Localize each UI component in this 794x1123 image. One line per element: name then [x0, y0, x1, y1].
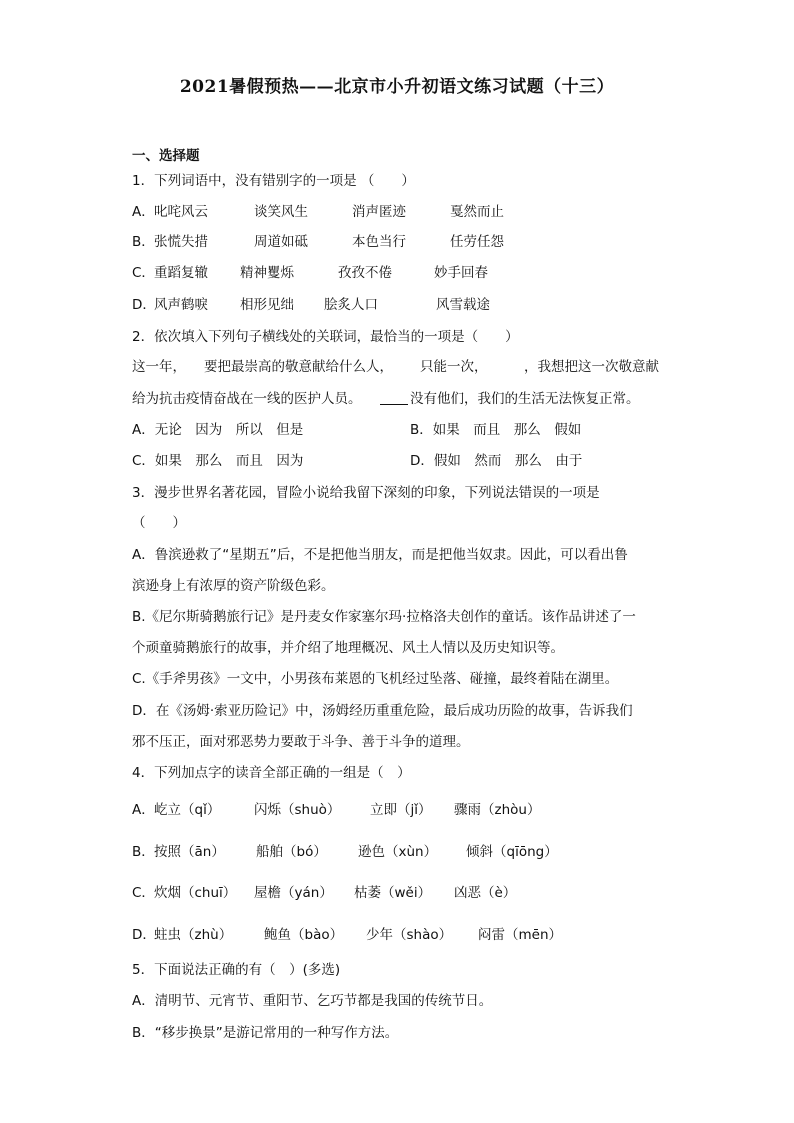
- question-4-stem: 4．下列加点字的读音全部正确的一组是（ ）: [132, 765, 411, 781]
- option-label: D．: [132, 927, 156, 943]
- pinyin-item: 凶恶（è）: [454, 885, 517, 901]
- option-word: 妙手回春: [434, 265, 488, 281]
- pinyin-item: 屹立（qǐ）: [154, 802, 221, 818]
- option-word: 张慌失措: [154, 234, 208, 250]
- option-c: C．如果 那么 而且 因为: [132, 453, 304, 469]
- q3-option-a-line-1: A．鲁滨逊救了“星期五”后，不是把他当朋友，而是把他当奴隶。因此，可以看出鲁: [132, 547, 628, 563]
- option-word: 任劳任怨: [450, 234, 504, 250]
- option-a: A．无论 因为 所以 但是: [132, 422, 304, 438]
- option-label: B．: [132, 844, 155, 860]
- pinyin-item: 闷雷（mēn）: [478, 927, 563, 943]
- pinyin-item: 逊色（xùn）: [358, 844, 438, 860]
- section-heading: 一、选择题: [132, 148, 200, 164]
- option-word: 周道如砥: [254, 234, 308, 250]
- option-word: 脍炙人口: [324, 297, 378, 313]
- option-word: 孜孜不倦: [338, 265, 392, 281]
- pinyin-item: 立即（jǐ）: [370, 802, 432, 818]
- pinyin-item: 闪烁（shuò）: [254, 802, 341, 818]
- question-1-stem: 1．下列词语中，没有错别字的一项是 （ ）: [132, 173, 415, 189]
- question-5-stem: 5．下面说法正确的有（ ）(多选): [132, 962, 341, 978]
- option-word: 精神矍烁: [240, 265, 294, 281]
- option-word: 谈笑风生: [254, 204, 308, 220]
- option-b: B．如果 而且 那么 假如: [410, 422, 582, 438]
- q3-option-d-line-2: 邪不压正，面对邪恶势力要敢于斗争、善于斗争的道理。: [132, 734, 470, 750]
- question-2-stem: 2．依次填入下列句子横线处的关联词，最恰当的一项是（ ）: [132, 329, 519, 345]
- option-word: 风雪载途: [436, 297, 490, 313]
- q3-option-b-line-2: 个顽童骑鹅旅行的故事，并介绍了地理概况、风土人情以及历史知识等。: [132, 640, 564, 656]
- text-segment: 没有他们，我们的生活无法恢复正常。: [410, 391, 640, 407]
- q3-option-d-line-1: D．在《汤姆·索亚历险记》中，汤姆经历重重危险，最后成功历险的故事，告诉我们: [132, 703, 633, 719]
- pinyin-item: 枯萎（wěi）: [354, 885, 432, 901]
- text-segment: 只能一次，: [420, 359, 488, 375]
- question-3-stem: 3．漫步世界名著花园，冒险小说给我留下深刻的印象，下列说法错误的一项是: [132, 485, 600, 501]
- q3-option-a-line-2: 滨逊身上有浓厚的资产阶级色彩。: [132, 578, 335, 594]
- pinyin-item: 炊烟（chuī）: [154, 885, 237, 901]
- pinyin-item: 蛀虫（zhù）: [154, 927, 233, 943]
- option-word: 本色当行: [352, 234, 406, 250]
- option-label: A．: [132, 204, 155, 220]
- option-d: D．假如 然而 那么 由于: [410, 453, 583, 469]
- q3-option-c: C.《手斧男孩》一文中，小男孩布莱恩的飞机经过坠落、碰撞，最终着陆在湖里。: [132, 671, 619, 687]
- option-label: B．: [132, 234, 155, 250]
- option-word: 风声鹤唳: [154, 297, 208, 313]
- option-word: 叱咤风云: [154, 204, 208, 220]
- question-3-paren: （ ）: [132, 515, 186, 531]
- option-label: C．: [132, 885, 155, 901]
- option-word: 消声匿迹: [352, 204, 406, 220]
- text-segment: 要把最崇高的敬意献给什么人，: [204, 359, 393, 375]
- pinyin-item: 骤雨（zhòu）: [454, 802, 541, 818]
- q3-option-b-line-1: B.《尼尔斯骑鹅旅行记》是丹麦女作家塞尔玛·拉格洛夫创作的童话。该作品讲述了一: [132, 609, 636, 625]
- option-label: D．: [132, 297, 156, 313]
- pinyin-item: 倾斜（qīōng）: [466, 844, 558, 860]
- pinyin-item: 按照（ān）: [154, 844, 225, 860]
- pinyin-item: 鲍鱼（bào）: [264, 927, 344, 943]
- option-word: 戛然而止: [450, 204, 504, 220]
- pinyin-item: 少年（shào）: [366, 927, 453, 943]
- q5-option-a: A．清明节、元宵节、重阳节、乞巧节都是我国的传统节日。: [132, 993, 493, 1009]
- pinyin-item: 屋檐（yán）: [254, 885, 333, 901]
- page-title: 2021暑假预热——北京市小升初语文练习试题（十三）: [179, 77, 615, 97]
- answer-blank: [380, 390, 408, 410]
- option-label: A．: [132, 802, 155, 818]
- q5-option-b: B．“移步换景”是游记常用的一种写作方法。: [132, 1025, 399, 1041]
- pinyin-item: 船舶（bó）: [256, 844, 327, 860]
- option-word: 重蹈复辙: [154, 265, 208, 281]
- text-segment: 给为抗击疫情奋战在一线的医护人员。: [132, 391, 362, 407]
- text-segment: ，我想把这一次敬意献: [524, 359, 659, 375]
- text-segment: 这一年，: [132, 359, 186, 375]
- option-word: 相形见绌: [240, 297, 294, 313]
- option-label: C．: [132, 265, 155, 281]
